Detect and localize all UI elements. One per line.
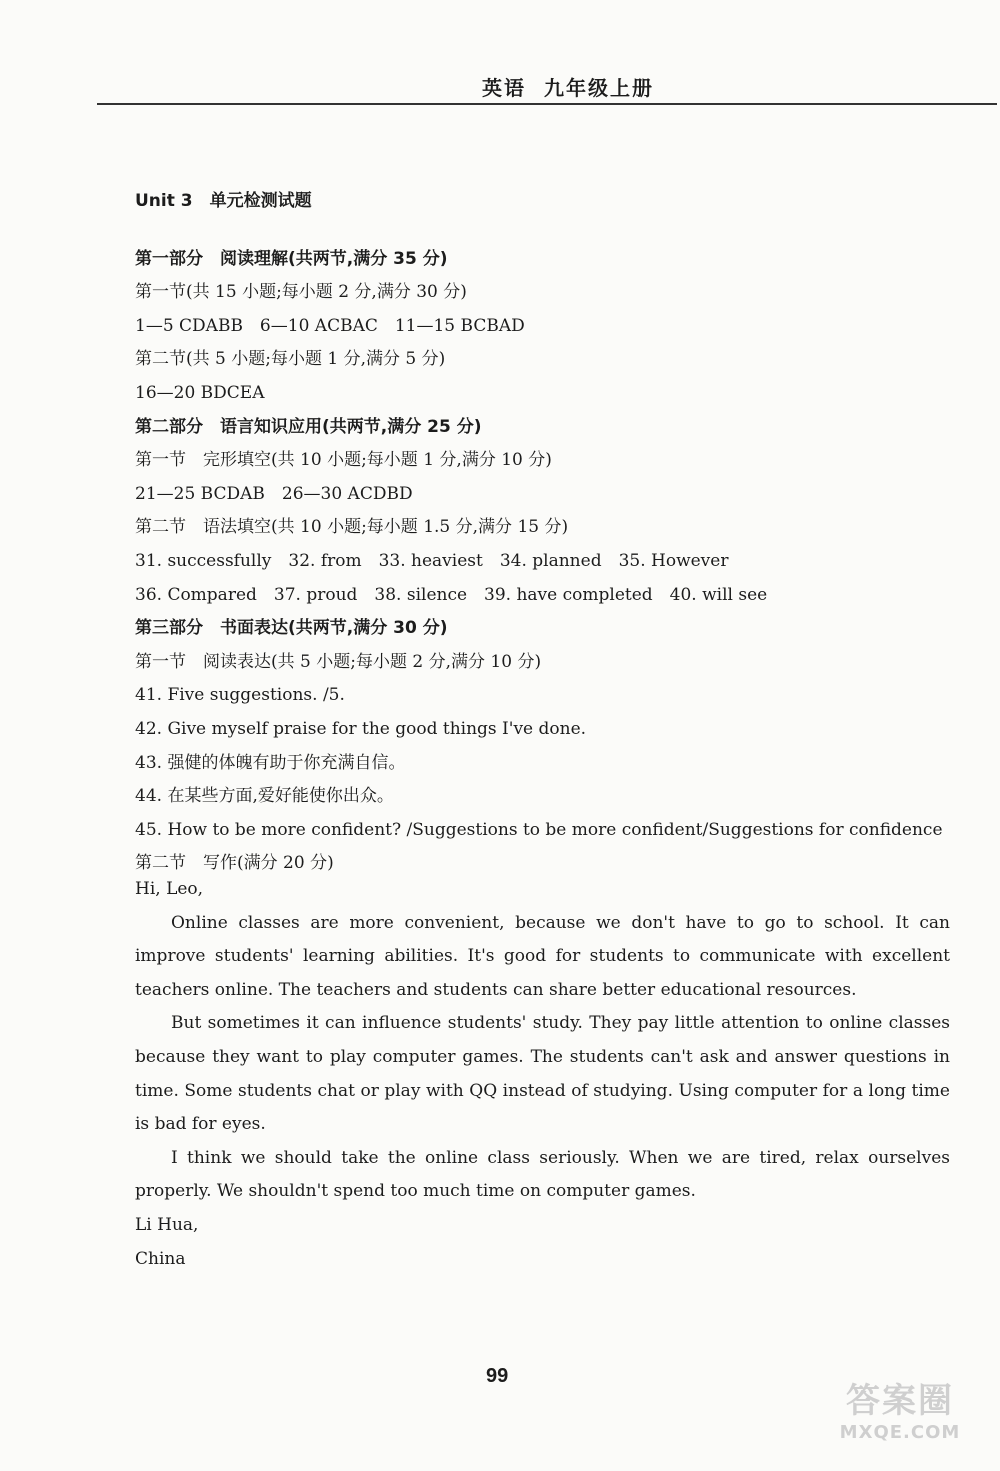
letter-paragraph: I think we should take the online class seriously. When we are tired, relax ourselves properly. We shouldn't spend too much time on computer games. [135, 1147, 950, 1202]
answer-sections [135, 243, 950, 881]
writing-sample-letter [135, 873, 950, 1276]
header-rule [97, 103, 997, 105]
answer-line: 第一节 完形填空(共 10 小题;每小题 1 分,满分 10 分) [135, 450, 552, 471]
watermark-logo [820, 1380, 980, 1460]
letter-paragraph: But sometimes it can influence students' study. They pay little attention to online classes because they want to play computer games. The students can't ask and answer questions in time. Some students chat or play with QQ instead of studying. Using computer for a long time is bad for eyes. [135, 1013, 950, 1135]
answer-key-content [135, 185, 950, 881]
answer-line: 44. 在某些方面,爱好能使你出众。 [135, 786, 394, 807]
header-subject: 英语 [482, 76, 526, 100]
answer-line: 第二节 写作(满分 20 分) [135, 853, 334, 874]
answer-line: 42. Give myself praise for the good things I've done. [135, 718, 587, 739]
answer-line: 43. 强健的体魄有助于你充满自信。 [135, 752, 406, 773]
header-grade: 九年级上册 [544, 76, 654, 100]
answer-line: 36. Compared 37. proud 38. silence 39. have completed 40. will see [135, 584, 768, 605]
answer-line: 第一节 阅读表达(共 5 小题;每小题 2 分,满分 10 分) [135, 651, 542, 672]
watermark-sub-text: MXQE.COM [839, 1422, 961, 1443]
page-number: 99 [486, 1365, 509, 1387]
answer-line: 第一节(共 15 小题;每小题 2 分,满分 30 分) [135, 282, 467, 303]
answer-line: 31. successfully 32. from 33. heaviest 34. planned 35. However [135, 550, 729, 571]
letter-signature-name: Li Hua, [135, 1214, 199, 1235]
answer-line: 16—20 BDCEA [135, 382, 265, 403]
watermark-main-text: 答案圈 [846, 1381, 954, 1421]
letter-greeting: Hi, Leo, [135, 879, 204, 899]
letter-signature-place: China [135, 1248, 186, 1269]
section-heading: 第二部分 语言知识应用(共两节,满分 25 分) [135, 416, 482, 437]
answer-line: 第二节(共 5 小题;每小题 1 分,满分 5 分) [135, 349, 446, 370]
answer-line: 41. Five suggestions. /5. [135, 685, 345, 706]
section-heading: 第一部分 阅读理解(共两节,满分 35 分) [135, 248, 448, 269]
unit-title: Unit 3 单元检测试题 [135, 191, 312, 211]
answer-line: 21—25 BCDAB 26—30 ACDBD [135, 483, 413, 504]
answer-line: 1—5 CDABB 6—10 ACBAC 11—15 BCBAD [135, 315, 525, 336]
page-header-title [482, 72, 672, 101]
answer-line: 45. How to be more confident? /Suggestions to be more confident/Suggestions for confidence [135, 819, 943, 840]
section-heading: 第三部分 书面表达(共两节,满分 30 分) [135, 618, 448, 639]
answer-line: 第二节 语法填空(共 10 小题;每小题 1.5 分,满分 15 分) [135, 517, 569, 538]
letter-paragraph: Online classes are more convenient, because we don't have to go to school. It can improve students' learning abilities. It's good for students to communicate with excellent teachers online. The teachers and students can share better educational resources. [135, 912, 950, 1000]
